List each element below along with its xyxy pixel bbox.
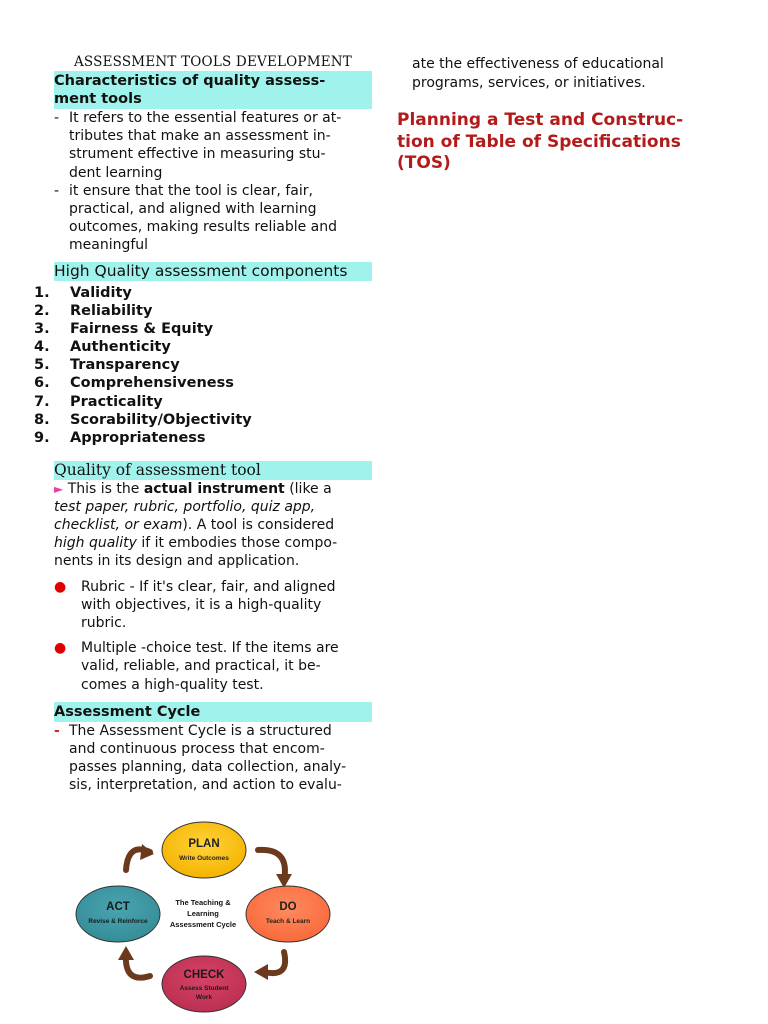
cycle-center-label: [170, 898, 236, 929]
components-list: [34, 284, 252, 447]
list-item: [54, 182, 372, 255]
list-number: 8.: [34, 411, 50, 428]
center-line: The Teaching &: [175, 898, 231, 907]
list-number: 2.: [34, 303, 50, 320]
para-line: [54, 534, 372, 552]
check-subtitle: Assess Student: [179, 985, 229, 992]
heading-line: Planning a Test and Construc-: [397, 110, 684, 131]
text-line: The Assessment Cycle is a structured: [69, 722, 332, 739]
act-title: ACT: [106, 901, 130, 913]
center-line: Assessment Cycle: [169, 920, 237, 929]
para-italic: test paper, rubric, portfolio, quiz app,: [54, 498, 316, 515]
arrowhead-icon: [254, 964, 268, 980]
plan-node: [162, 822, 246, 878]
text-line: with objectives, it is a high-quality: [81, 596, 322, 613]
list-item-text: [69, 109, 341, 182]
list-item: [34, 338, 252, 356]
text-line: programs, services, or initiatives.: [412, 74, 646, 91]
components-heading: High Quality assessment components: [54, 262, 372, 281]
list-label: Transparency: [70, 357, 180, 374]
para-bold: actual instrument: [143, 480, 285, 497]
red-dot-icon: ●: [54, 578, 67, 595]
list-label: Fairness & Equity: [70, 321, 214, 338]
check-subtitle: Work: [195, 994, 213, 1001]
section-heading: [397, 110, 717, 175]
para-line: [54, 498, 372, 516]
plan-title: PLAN: [188, 838, 220, 850]
list-item-text: [81, 639, 339, 694]
list-item-text: [69, 722, 346, 795]
quality-tool-heading: Quality of assessment tool: [54, 461, 372, 480]
text-line: Rubric - If it's clear, fair, and aligned: [81, 578, 336, 595]
text-line: Multiple -choice test. If the items are: [81, 640, 339, 657]
list-number: 5.: [34, 357, 50, 374]
list-item: [34, 284, 252, 302]
heading-line: ment tools: [54, 91, 142, 107]
text-line: meaningful: [69, 237, 149, 254]
para-line: [54, 480, 372, 498]
para-italic: high quality: [54, 535, 137, 552]
text-line: It refers to the essential features or at-: [69, 110, 342, 126]
list-label: Scorability/Objectivity: [70, 411, 252, 428]
list-item-text: [69, 182, 337, 255]
list-number: 6.: [34, 375, 50, 392]
list-label: Validity: [70, 285, 132, 301]
plan-subtitle: Write Outcomes: [179, 855, 229, 862]
list-item: [34, 356, 252, 374]
para-text: This is the: [67, 480, 144, 497]
text-line: and continuous process that encom-: [69, 741, 325, 758]
text-line: passes planning, data collection, analy-: [69, 759, 347, 776]
text-line: rubric.: [81, 615, 127, 632]
list-label: Appropriateness: [70, 429, 206, 446]
arrowhead-icon: [118, 946, 134, 960]
list-label: Practicality: [70, 393, 163, 410]
document-title: ASSESSMENT TOOLS DEVELOPMENT: [73, 54, 353, 70]
check-node: [162, 956, 246, 1012]
list-item: [54, 639, 372, 694]
list-number: 9.: [34, 429, 50, 446]
text-line: it ensure that the tool is clear, fair,: [69, 182, 313, 199]
para-text: (like a: [284, 480, 332, 497]
list-label: Comprehensiveness: [70, 375, 234, 392]
list-item: [54, 722, 372, 795]
red-dash-marker: -: [54, 722, 60, 739]
list-item-text: [81, 578, 336, 633]
para-text: ). A tool is considered: [182, 517, 335, 534]
text-line: tributes that make an assessment in-: [69, 128, 331, 145]
assessment-cycle-text: [54, 722, 372, 795]
triangle-bullet-icon: ►: [54, 481, 64, 496]
do-node: [246, 886, 330, 942]
list-number: 4.: [34, 339, 50, 356]
para-italic: checklist, or exam: [54, 517, 183, 534]
dash-marker: -: [54, 110, 60, 126]
list-item: [34, 302, 252, 320]
heading-line: Characteristics of quality assess-: [54, 73, 326, 89]
check-title: CHECK: [183, 969, 225, 981]
list-item: [34, 429, 252, 447]
list-item: [54, 109, 372, 182]
heading-line: tion of Table of Specifications: [397, 131, 681, 152]
act-subtitle: Revise & Reinforce: [88, 918, 148, 925]
list-item: [34, 320, 252, 338]
act-node: [76, 886, 160, 942]
heading-line: (TOS): [397, 153, 451, 174]
list-label: Authenticity: [70, 339, 171, 356]
list-label: Reliability: [70, 303, 153, 320]
continued-paragraph: [412, 55, 717, 92]
list-item: [54, 578, 372, 633]
dash-marker: -: [54, 182, 60, 199]
assessment-cycle-heading: Assessment Cycle: [54, 702, 372, 722]
list-number: 3.: [34, 321, 50, 338]
para-line: nents in its design and application.: [54, 553, 300, 570]
right-column: [397, 55, 717, 175]
list-item: [34, 411, 252, 429]
assessment-cycle-diagram: [54, 812, 354, 1024]
text-line: valid, reliable, and practical, it be-: [81, 658, 321, 675]
quality-tool-bullets: [54, 578, 372, 694]
text-line: dent learning: [69, 164, 163, 181]
red-dot-icon: ●: [54, 640, 67, 657]
text-line: sis, interpretation, and action to evalu-: [69, 777, 342, 794]
text-line: strument effective in measuring stu-: [69, 146, 326, 163]
list-number: 1.: [34, 285, 50, 301]
text-line: comes a high-quality test.: [81, 676, 264, 693]
quality-tool-paragraph: [54, 480, 372, 571]
list-item: [34, 393, 252, 411]
text-line: ate the effectiveness of educational: [412, 56, 664, 72]
do-title: DO: [279, 901, 297, 913]
text-line: outcomes, making results reliable and: [69, 219, 338, 236]
para-text: if it embodies those compo-: [136, 535, 338, 552]
para-line: [54, 516, 372, 534]
list-item: [34, 374, 252, 392]
text-line: practical, and aligned with learning: [69, 201, 317, 218]
do-subtitle: Teach & Learn: [265, 918, 311, 925]
list-number: 7.: [34, 393, 50, 410]
center-line: Learning: [187, 909, 219, 918]
characteristics-list: [54, 109, 372, 255]
characteristics-heading: [54, 71, 372, 109]
